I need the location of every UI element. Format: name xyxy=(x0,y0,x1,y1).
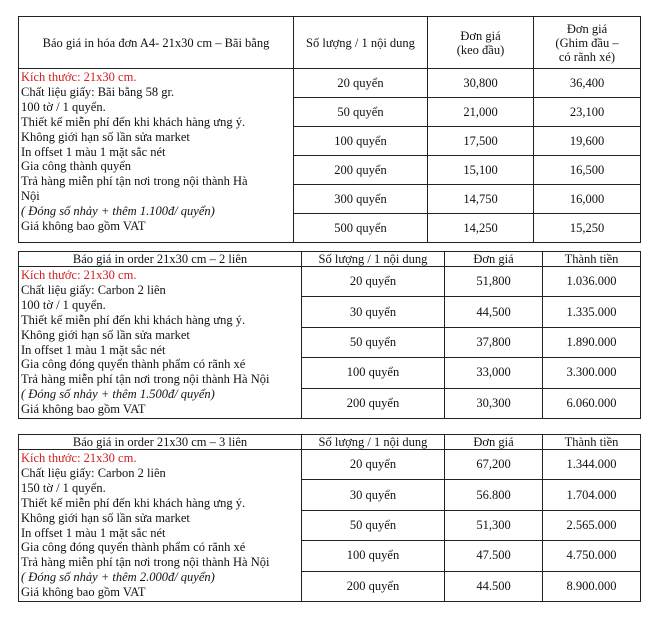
size-spec: Kích thước: 21x30 cm. xyxy=(21,268,137,282)
quantity-cell: 200 quyển xyxy=(302,388,445,418)
price-cell: 16,500 xyxy=(534,156,641,185)
quantity-cell: 100 quyển xyxy=(302,541,445,571)
price-cell: 23,100 xyxy=(534,98,641,127)
revision-note: Không giới hạn số lần sửa market xyxy=(21,510,190,525)
price-cell: 21,000 xyxy=(428,98,534,127)
quantity-cell: 30 quyển xyxy=(302,297,445,327)
total-cell: 1.344.000 xyxy=(543,450,641,480)
price-cell: 33,000 xyxy=(445,358,543,388)
price-cell: 15,250 xyxy=(534,214,641,243)
quantity-cell: 100 quyển xyxy=(302,358,445,388)
price-table-order-2-copies xyxy=(18,251,641,419)
unit-price-glue-header: Đơn giá (keo đầu) xyxy=(428,17,534,69)
table-header-row xyxy=(19,435,641,450)
total-cell: 4.750.000 xyxy=(543,541,641,571)
price-cell: 67,200 xyxy=(445,450,543,480)
revision-note: Không giới hạn số lần sửa market xyxy=(21,327,190,342)
price-cell: 44,500 xyxy=(445,297,543,327)
price-cell: 30,800 xyxy=(428,69,534,98)
quantity-header: Số lượng / 1 nội dung xyxy=(294,17,428,69)
total-cell: 6.060.000 xyxy=(543,388,641,418)
product-description xyxy=(19,450,302,602)
paper-spec: Chất liệu giấy: Bãi bằng 58 gr. xyxy=(21,84,175,99)
price-cell: 14,750 xyxy=(428,185,534,214)
design-note: Thiết kế miễn phí đến khi khách hàng ưng ý. xyxy=(21,312,246,327)
table-header-row xyxy=(19,17,641,69)
total-cell: 1.704.000 xyxy=(543,480,641,510)
binding-spec: Gia công đóng quyển thành phẩm có rãnh xé xyxy=(21,540,246,555)
total-cell: 1.890.000 xyxy=(543,327,641,357)
design-note: Thiết kế miễn phí đến khi khách hàng ưng ý. xyxy=(21,495,246,510)
price-cell: 19,600 xyxy=(534,127,641,156)
numbering-note: ( Đóng số nhảy + thêm 1.500đ/ quyển) xyxy=(21,387,215,402)
quantity-cell: 50 quyển xyxy=(302,327,445,357)
price-cell: 56.800 xyxy=(445,480,543,510)
quantity-cell: 200 quyển xyxy=(294,156,428,185)
price-table-a4-invoice xyxy=(18,16,641,243)
print-spec: In offset 1 màu 1 mặt sắc nét xyxy=(21,342,166,357)
quantity-cell: 100 quyển xyxy=(294,127,428,156)
design-note: Thiết kế miễn phí đến khi khách hàng ưng ý. xyxy=(21,114,246,129)
quantity-cell: 300 quyển xyxy=(294,185,428,214)
quantity-cell: 200 quyển xyxy=(302,571,445,601)
delivery-note: Trả hàng miễn phí tận nơi trong nội thành Hà xyxy=(21,174,248,189)
numbering-note: ( Đóng số nhảy + thêm 2.000đ/ quyển) xyxy=(21,570,215,585)
delivery-note-cont: Nội xyxy=(21,189,40,204)
delivery-note: Trả hàng miễn phí tận nơi trong nội thành Hà Nội xyxy=(21,372,270,387)
numbering-note: ( Đóng số nhảy + thêm 1.100đ/ quyển) xyxy=(21,204,215,219)
quantity-cell: 20 quyển xyxy=(294,69,428,98)
size-spec: Kích thước: 21x30 cm. xyxy=(21,451,137,465)
price-cell: 17,500 xyxy=(428,127,534,156)
unit-price-header: Đơn giá xyxy=(445,435,543,450)
revision-note: Không giới hạn số lần sửa market xyxy=(21,129,190,144)
price-cell: 30,300 xyxy=(445,388,543,418)
price-cell: 47.500 xyxy=(445,541,543,571)
price-table-order-3-copies xyxy=(18,434,641,602)
price-cell: 51,800 xyxy=(445,267,543,297)
size-spec: Kích thước: 21x30 cm. xyxy=(21,70,137,84)
binding-spec: Gia công thành quyển xyxy=(21,159,132,174)
product-description xyxy=(19,69,294,243)
total-cell: 1.036.000 xyxy=(543,267,641,297)
quantity-header: Số lượng / 1 nội dung xyxy=(302,435,445,450)
table-row xyxy=(19,267,641,297)
price-cell: 16,000 xyxy=(534,185,641,214)
quantity-cell: 50 quyển xyxy=(294,98,428,127)
quantity-cell: 30 quyển xyxy=(302,480,445,510)
vat-note: Giá không bao gồm VAT xyxy=(21,402,146,417)
total-cell: 3.300.000 xyxy=(543,358,641,388)
total-header: Thành tiền xyxy=(543,435,641,450)
sheets-spec: 150 tờ / 1 quyển. xyxy=(21,480,106,495)
price-cell: 51,300 xyxy=(445,510,543,540)
print-spec: In offset 1 màu 1 mặt sắc nét xyxy=(21,144,166,159)
sheets-spec: 100 tờ / 1 quyển. xyxy=(21,297,106,312)
total-cell: 8.900.000 xyxy=(543,571,641,601)
quantity-cell: 20 quyển xyxy=(302,450,445,480)
table-header-row xyxy=(19,252,641,267)
product-description xyxy=(19,267,302,419)
vat-note: Giá không bao gồm VAT xyxy=(21,585,146,600)
vat-note: Giá không bao gồm VAT xyxy=(21,219,146,234)
delivery-note: Trả hàng miễn phí tận nơi trong nội thành Hà Nội xyxy=(21,555,270,570)
total-cell: 2.565.000 xyxy=(543,510,641,540)
paper-spec: Chất liệu giấy: Carbon 2 liên xyxy=(21,282,166,297)
binding-spec: Gia công đóng quyển thành phẩm có rãnh xé xyxy=(21,357,246,372)
table-title: Báo giá in order 21x30 cm – 2 liên xyxy=(19,252,302,267)
price-cell: 37,800 xyxy=(445,327,543,357)
quantity-cell: 20 quyển xyxy=(302,267,445,297)
paper-spec: Chất liệu giấy: Carbon 2 liên xyxy=(21,465,166,480)
quantity-header: Số lượng / 1 nội dung xyxy=(302,252,445,267)
price-cell: 15,100 xyxy=(428,156,534,185)
total-cell: 1.335.000 xyxy=(543,297,641,327)
table-title: Báo giá in hóa đơn A4- 21x30 cm – Bãi bằng xyxy=(19,17,294,69)
quantity-cell: 50 quyển xyxy=(302,510,445,540)
table-title: Báo giá in order 21x30 cm – 3 liên xyxy=(19,435,302,450)
unit-price-staple-header: Đơn giá (Ghim đầu – có rãnh xé) xyxy=(534,17,641,69)
total-header: Thành tiền xyxy=(543,252,641,267)
unit-price-header: Đơn giá xyxy=(445,252,543,267)
quantity-cell: 500 quyển xyxy=(294,214,428,243)
table-row xyxy=(19,450,641,480)
sheets-spec: 100 tờ / 1 quyển. xyxy=(21,99,106,114)
price-cell: 44.500 xyxy=(445,571,543,601)
table-row xyxy=(19,69,641,98)
print-spec: In offset 1 màu 1 mặt sắc nét xyxy=(21,525,166,540)
price-cell: 36,400 xyxy=(534,69,641,98)
price-cell: 14,250 xyxy=(428,214,534,243)
